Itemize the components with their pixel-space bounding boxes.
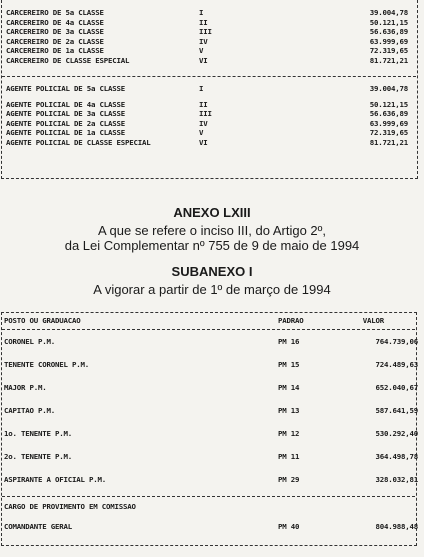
table-row [2, 472, 424, 488]
salary-value: 81.721,21 [369, 55, 408, 65]
table-row [4, 27, 414, 37]
ref-level: VI [199, 55, 208, 65]
salary-value: 72.319,65 [369, 128, 408, 137]
salary-value: 56.636,89 [369, 109, 408, 118]
salary-value: 72.319,65 [369, 46, 408, 55]
ref-level: VI [199, 137, 208, 147]
table-row [4, 8, 414, 18]
annex-title: ANEXO LXIII [173, 205, 251, 220]
cargo-name: CARCEREIRO DE 4a CLASSE [6, 17, 104, 27]
cargo-name: AGENTE POLICIAL DE 2a CLASSE [6, 118, 125, 128]
padrao-code: PM 13 [278, 406, 300, 415]
ref-level: II [199, 17, 208, 27]
subannex-title: SUBANEXO I [171, 264, 253, 279]
rank-name: ASPIRANTE A OFICIAL P.M. [4, 475, 106, 484]
table-row [2, 426, 424, 442]
table-row [4, 138, 414, 148]
rank-name: COMANDANTE GERAL [4, 522, 72, 531]
salary-value: 530.292,40 [375, 429, 418, 438]
cargo-name: CARCEREIRO DE 3a CLASSE [6, 27, 104, 36]
padrao-code: PM 16 [278, 337, 300, 346]
ref-level: V [199, 46, 204, 55]
padrao-code: PM 29 [278, 475, 300, 484]
carcereiro-group [4, 8, 414, 65]
salary-value: 39.004,78 [369, 8, 408, 17]
table-row [4, 109, 414, 119]
salary-value: 764.739,06 [375, 337, 418, 346]
cargo-name: AGENTE POLICIAL DE 5a CLASSE [6, 84, 125, 93]
cargo-name: AGENTE POLICIAL DE CLASSE ESPECIAL [6, 137, 151, 147]
cargo-name: AGENTE POLICIAL DE 3a CLASSE [6, 109, 125, 118]
salary-value: 804.988,48 [375, 522, 418, 531]
annex-reference-line-2: da Lei Complementar nº 755 de 9 de maio de 1994 [64, 238, 360, 253]
rank-name: MAJOR P.M. [4, 383, 47, 392]
cargo-name: CARCEREIRO DE 5a CLASSE [6, 8, 104, 17]
header-divider [2, 329, 415, 330]
salary-value: 63.999,69 [369, 118, 408, 128]
ref-level: III [199, 27, 212, 36]
cargo-name: AGENTE POLICIAL DE 1a CLASSE [6, 128, 125, 137]
ref-level: I [199, 84, 204, 93]
rank-name: 2o. TENENTE P.M. [4, 452, 72, 461]
agente-policial-group [4, 84, 414, 147]
group-divider [2, 76, 416, 77]
commission-section [2, 499, 416, 543]
salary-value: 587.641,59 [375, 406, 418, 415]
padrao-code: PM 14 [278, 383, 300, 392]
salary-value: 724.489,63 [375, 360, 418, 369]
table-row [4, 128, 414, 138]
table-row [2, 519, 424, 535]
column-header-valor: VALOR [362, 316, 384, 325]
column-header-posto: POSTO OU GRADUACAO [4, 316, 81, 325]
table-row [2, 357, 424, 373]
salary-value: 328.032,81 [375, 475, 418, 484]
table-row [4, 56, 414, 66]
table-row [4, 84, 414, 94]
ref-level: III [199, 109, 212, 118]
cargo-name: CARCEREIRO DE 2a CLASSE [6, 36, 104, 46]
ref-level: V [199, 128, 204, 137]
column-header-padrao: PADRAO [278, 316, 304, 325]
table-row [2, 403, 424, 419]
cargo-name: AGENTE POLICIAL DE 4a CLASSE [6, 99, 125, 109]
section-divider [2, 496, 415, 497]
table-row [4, 37, 414, 47]
salary-value: 364.498,78 [375, 452, 418, 461]
salary-value: 63.999,69 [369, 36, 408, 46]
table-row [4, 18, 414, 28]
subannex-effective-date: A vigorar a partir de 1º de março de 1994 [93, 282, 331, 297]
table-body [2, 334, 416, 494]
salary-value: 39.004,78 [369, 84, 408, 93]
table-row [2, 449, 424, 465]
cargo-name: CARCEREIRO DE 1a CLASSE [6, 46, 104, 55]
annex-reference-line-1: A que se refere o inciso III, do Artigo 2º, [97, 223, 327, 238]
salary-value: 50.121,15 [369, 99, 408, 109]
cargo-name: CARCEREIRO DE CLASSE ESPECIAL [6, 55, 130, 65]
salary-value: 50.121,15 [369, 17, 408, 27]
rank-name: CAPITAO P.M. [4, 406, 55, 415]
table-row [2, 334, 424, 350]
salary-value: 56.636,89 [369, 27, 408, 36]
table-row [2, 380, 424, 396]
table-row [4, 100, 414, 110]
table-row [4, 46, 414, 56]
ref-level: IV [199, 36, 208, 46]
section-title: CARGO DE PROVIMENTO EM COMISSAO [4, 502, 136, 511]
padrao-code: PM 15 [278, 360, 300, 369]
rank-name: 1o. TENENTE P.M. [4, 429, 72, 438]
ref-level: II [199, 99, 208, 109]
padrao-code: PM 11 [278, 452, 300, 461]
table-row [4, 119, 414, 129]
ref-level: I [199, 8, 204, 17]
salary-value: 81.721,21 [369, 137, 408, 147]
padrao-code: PM 12 [278, 429, 300, 438]
ref-level: IV [199, 118, 208, 128]
padrao-code: PM 40 [278, 522, 300, 531]
rank-name: TENENTE CORONEL P.M. [4, 360, 89, 369]
rank-name: CORONEL P.M. [4, 337, 55, 346]
salary-value: 652.040,67 [375, 383, 418, 392]
